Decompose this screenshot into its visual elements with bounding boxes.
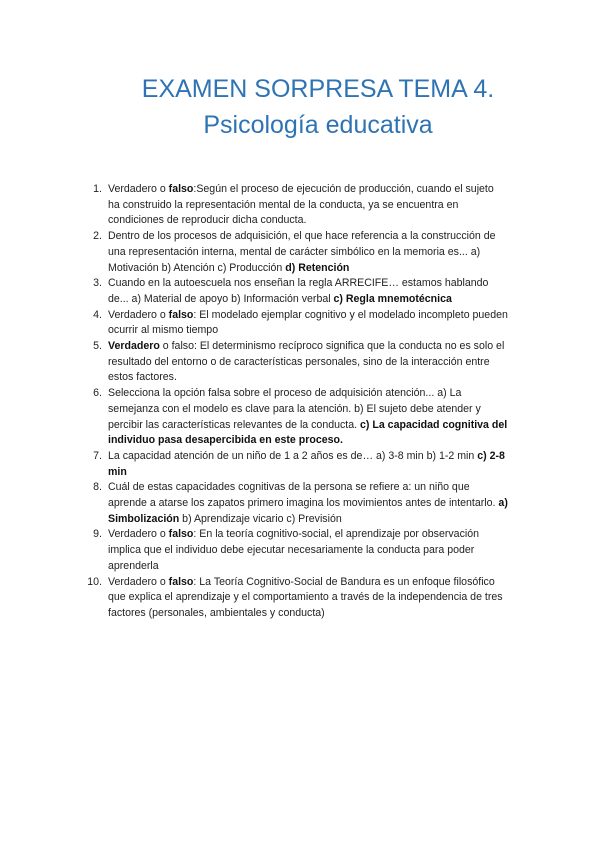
question-text: Verdadero o [108, 528, 169, 541]
question-item [93, 276, 508, 307]
question-number: 4. [93, 308, 102, 321]
question-item [93, 480, 508, 527]
question-item [93, 308, 508, 339]
answer-highlight: a) Simbolización [108, 497, 508, 525]
answer-highlight: falso [168, 575, 194, 588]
question-text: : El modelado ejemplar cognitivo y el modelado incompleto pueden ocurrir al mismo tiempo [108, 308, 508, 337]
question-item [87, 575, 508, 622]
answer-highlight: Verdadero [108, 340, 160, 353]
question-number: 7. [93, 449, 102, 462]
page-title: EXAMEN SORPRESA TEMA 4. [141, 75, 495, 103]
question-text: o falso: El determinismo recíproco significa que la conducta no es solo el resultado del entorno o de características personales, sino de la interacción entre estos factores. [108, 340, 505, 384]
question-number: 10. [87, 575, 102, 588]
question-number: 8. [93, 481, 102, 494]
answer-highlight: c) 2-8 min [108, 449, 505, 478]
answer-highlight: c) La capacidad cognitiva del individuo pasa desapercibida en este proceso. [108, 418, 508, 447]
question-text: Verdadero o [108, 575, 169, 588]
page-subtitle: Psicología educativa [203, 111, 433, 139]
answer-highlight: d) Retención [285, 261, 350, 274]
question-number: 6. [93, 387, 102, 400]
question-item [93, 527, 508, 574]
answer-highlight: falso [168, 308, 194, 321]
question-list [87, 182, 508, 622]
question-text: : La Teoría Cognitivo-Social de Bandura es un enfoque filosófico que explica el aprendizaje y el comportamiento a través de la independencia de tres factores (personales, ambientales y conducta) [108, 575, 503, 619]
answer-highlight: c) Regla mnemotécnica [333, 292, 452, 305]
question-number: 2. [93, 230, 102, 243]
question-number: 1. [93, 183, 102, 195]
question-text: Cuál de estas capacidades cognitivas de la persona se refiere a: un niño que aprende a atarse los zapatos primero imagina los movimientos antes de intentarlo. [108, 481, 499, 510]
question-text: Cuando en la autoescuela nos enseñan la regla ARRECIFE… estamos hablando de... a) Material de apoyo b) Información verbal [108, 277, 489, 305]
question-text: Verdadero o [108, 183, 169, 195]
question-text: La capacidad atención de un niño de 1 a 2 años es de… a) 3-8 min b) 1-2 min [108, 449, 478, 462]
question-text: Verdadero o [108, 308, 169, 321]
question-item [93, 229, 508, 276]
answer-highlight: falso [168, 183, 194, 195]
question-number: 9. [93, 528, 102, 541]
question-number: 3. [93, 277, 102, 290]
question-item [93, 339, 508, 386]
question-text: Selecciona la opción falsa sobre el proceso de adquisición atención... a) La semejanza con el modelo es clave para la atención. b) El sujeto debe atender y percibir las características relevantes de la conducta. [108, 387, 481, 431]
answer-highlight: falso [168, 528, 194, 541]
question-item [93, 449, 508, 480]
question-text: b) Aprendizaje vicario c) Previsión [179, 512, 342, 525]
question-item [93, 386, 508, 449]
question-number: 5. [93, 340, 102, 353]
question-text: : En la teoría cognitivo-social, el aprendizaje por observación implica que el individuo debe ejecutar necesariamente la conducta para poder aprenderla [108, 528, 480, 572]
question-text: :Según el proceso de ejecución de producción, cuando el sujeto ha construido la representación mental de la conducta, ya se encuentra en condiciones de reproducir dicha conducta. [108, 183, 494, 227]
question-item [93, 182, 508, 229]
question-text: Dentro de los procesos de adquisición, el que hace referencia a la construcción de una representación interna, mental de carácter simbólico en la memoria es... a) Motivación b) Atención c) Producción [108, 230, 496, 274]
